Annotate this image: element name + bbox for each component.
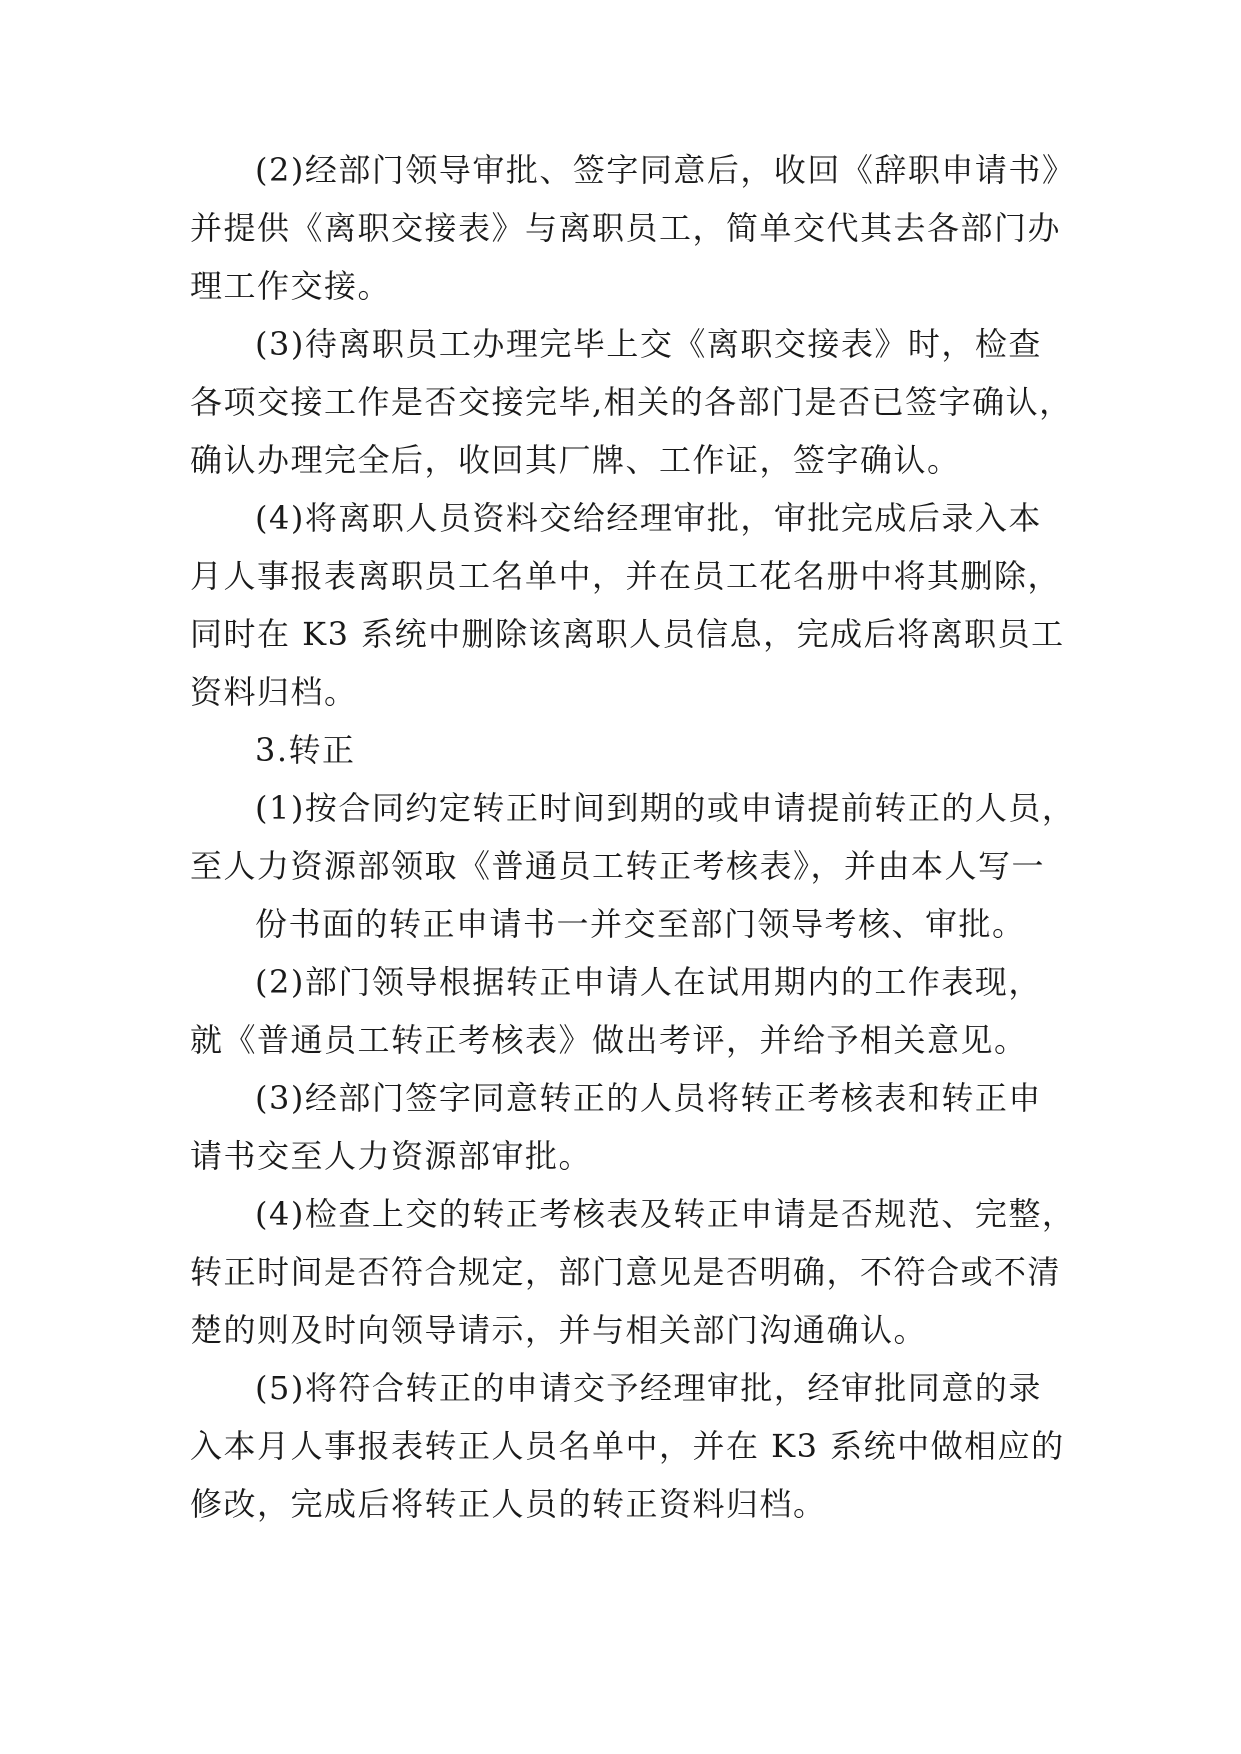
paragraph-line: (1)按合同约定转正时间到期的或申请提前转正的人员， [255, 789, 1076, 827]
paragraph-line: (2)经部门领导审批、签字同意后，收回《辞职申请书》 [255, 151, 1076, 189]
paragraph-line: 份书面的转正申请书一并交至部门领导考核、审批。 [255, 905, 1026, 943]
paragraph-line: 转正时间是否符合规定，部门意见是否明确，不符合或不清 [190, 1253, 1062, 1291]
paragraph-line: 月人事报表离职员工名单中，并在员工花名册中将其删除， [190, 557, 1062, 595]
paragraph-line: (4)检查上交的转正考核表及转正申请是否规范、完整， [255, 1195, 1076, 1233]
paragraph-line: 至人力资源部领取《普通员工转正考核表》，并由本人写一 [190, 847, 1046, 885]
section-heading: 3.转正 [255, 731, 356, 769]
paragraph-line: (3)经部门签字同意转正的人员将转正考核表和转正申 [255, 1079, 1042, 1117]
paragraph-line: (4)将离职人员资料交给经理审批，审批完成后录入本 [255, 499, 1042, 537]
paragraph-line: 请书交至人力资源部审批。 [190, 1137, 593, 1175]
paragraph-line: 楚的则及时向领导请示，并与相关部门沟通确认。 [190, 1311, 928, 1349]
paragraph-line: 入本月人事报表转正人员名单中，并在 K3 系统中做相应的 [190, 1427, 1065, 1465]
paragraph-line: 各项交接工作是否交接完毕,相关的各部门是否已签字确认， [190, 383, 1073, 421]
paragraph-line: 修改，完成后将转正人员的转正资料归档。 [190, 1485, 827, 1523]
paragraph-line: (3)待离职员工办理完毕上交《离职交接表》时，检查 [255, 325, 1042, 363]
paragraph-line: (5)将符合转正的申请交予经理审批，经审批同意的录 [255, 1369, 1042, 1407]
paragraph-line: 理工作交接。 [190, 267, 392, 305]
paragraph-line: 同时在 K3 系统中删除该离职人员信息，完成后将离职员工 [190, 615, 1065, 653]
paragraph-line: 就《普通员工转正考核表》做出考评，并给予相关意见。 [190, 1021, 1028, 1059]
paragraph-line: 并提供《离职交接表》与离职员工，简单交代其去各部门办 [190, 209, 1062, 247]
paragraph-line: 确认办理完全后，收回其厂牌、工作证，签字确认。 [190, 441, 961, 479]
paragraph-line: 资料归档。 [190, 673, 358, 711]
paragraph-line: (2)部门领导根据转正申请人在试用期内的工作表现， [255, 963, 1042, 1001]
